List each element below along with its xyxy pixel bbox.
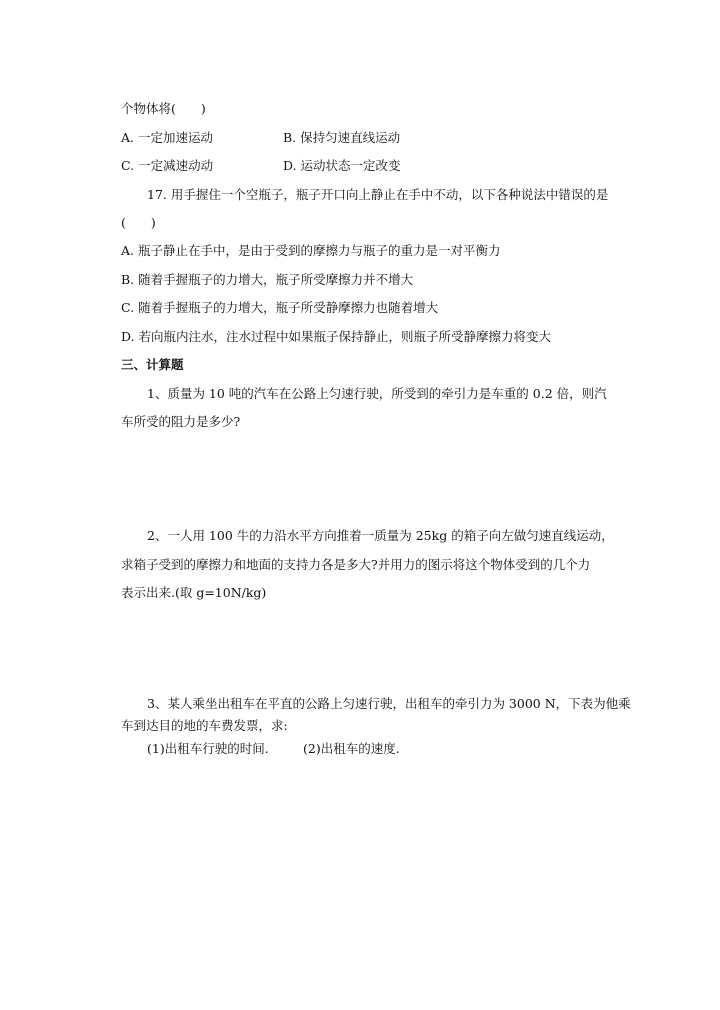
- calc-question-3-line-2: 车到达目的地的车费发票，求:: [121, 718, 288, 733]
- question-16-option-a: A. 一定加速运动: [121, 130, 213, 145]
- question-17-option-a: A. 瓶子静止在手中，是由于受到的摩擦力与瓶子的重力是一对平衡力: [121, 243, 501, 258]
- question-17-option-b: B. 随着手握瓶子的力增大，瓶子所受摩擦力并不增大: [121, 272, 414, 287]
- question-16-option-c: C. 一定减速动动: [121, 158, 214, 173]
- calc-question-2-line-1: 2、一人用 100 牛的力沿水平方向推着一质量为 25kg 的箱子向左做匀速直线运动，: [147, 528, 614, 543]
- calc-question-1-line-1: 1、质量为 10 吨的汽车在公路上匀速行驶，所受到的牵引力是车重的 0.2 倍，则汽: [147, 386, 607, 401]
- calc-question-3-sub-2: (2)出租车的速度.: [303, 741, 400, 756]
- question-17-stem-line-1: 17. 用手握住一个空瓶子，瓶子开口向上静止在手中不动，以下各种说法中错误的是: [147, 187, 609, 202]
- question-16-stem-tail: 个物体将( ): [121, 101, 206, 116]
- section-3-heading: 三、计算题: [121, 357, 184, 372]
- calc-question-2-line-2: 求箱子受到的摩擦力和地面的支持力各是多大?并用力的图示将这个物体受到的几个力: [121, 557, 591, 572]
- question-16-option-b: B. 保持匀速直线运动: [283, 130, 401, 145]
- question-17-option-d: D. 若向瓶内注水，注水过程中如果瓶子保持静止，则瓶子所受静摩擦力将变大: [121, 329, 552, 344]
- calc-question-3-sub-1: (1)出租车行驶的时间.: [147, 741, 269, 756]
- calc-question-1-line-2: 车所受的阻力是多少?: [121, 414, 241, 429]
- calc-question-2-line-3: 表示出来.(取 g=10N/kg): [121, 585, 267, 600]
- calc-question-3-line-1: 3、某人乘坐出租车在平直的公路上匀速行驶，出租车的牵引力为 3000 N，下表为他乘: [147, 696, 631, 711]
- question-17-option-c: C. 随着手握瓶子的力增大，瓶子所受静摩擦力也随着增大: [121, 300, 439, 315]
- question-17-stem-line-2: ( ): [121, 215, 156, 230]
- question-16-option-d: D. 运动状态一定改变: [283, 158, 401, 173]
